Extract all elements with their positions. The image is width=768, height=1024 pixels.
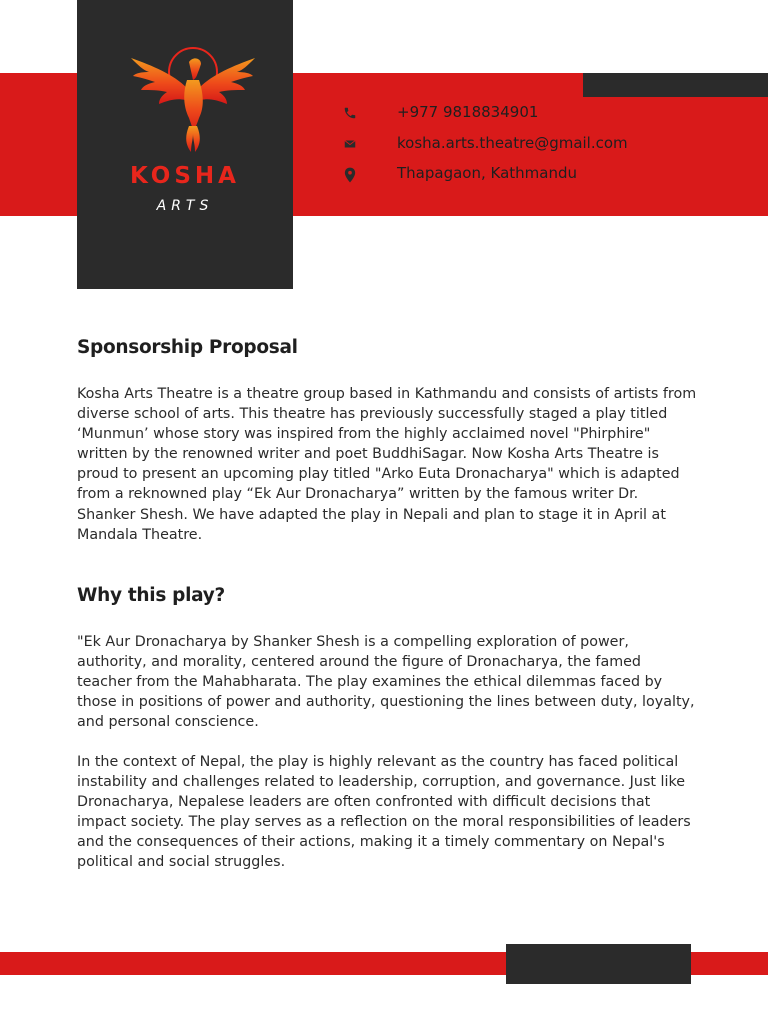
- location-text: Thapagaon, Kathmandu: [397, 164, 577, 182]
- why-heading: Why this play?: [77, 585, 225, 606]
- email-text: kosha.arts.theatre@gmail.com: [397, 133, 628, 152]
- brand-subtitle: ARTS: [156, 198, 214, 214]
- phone-text: +977 9818834901: [397, 103, 539, 121]
- phone-icon: [343, 106, 357, 120]
- why-paragraph-2: In the context of Nepal, the play is highly relevant as the country has faced political instability and challenges related to leadership, corruption, and governance. Just like Dronacharya, Nepalese leaders are often confronted with difficult decisions that impact society. The play serves as a reflection on the moral responsibilities of leaders and the consequences of their actions, making it a timely commentary on Nepal's political and social struggles.: [77, 754, 691, 871]
- header-dark-tab: [583, 73, 768, 97]
- phoenix-logo-icon: [127, 44, 259, 156]
- location-pin-icon: [343, 167, 357, 183]
- proposal-heading: Sponsorship Proposal: [77, 337, 298, 358]
- footer-dark-block: [506, 944, 691, 984]
- logo-panel: [77, 0, 293, 289]
- brand-name: KOSHA: [130, 163, 240, 189]
- why-paragraph-1: "Ek Aur Dronacharya by Shanker Shesh is a compelling exploration of power, authority, and morality, centered around the figure of Dronacharya, the famed teacher from the Mahabharata. The play examines the ethical dilemmas faced by those in positions of power and authority, questioning the lines between duty, loyalty, and personal conscience.: [77, 634, 695, 731]
- email-icon: [343, 137, 357, 151]
- proposal-paragraph: Kosha Arts Theatre is a theatre group based in Kathmandu and consists of artists from diverse school of arts. This theatre has previously successfully staged a play titled ‘Munmun’ whose story was inspired from the highly acclaimed novel "Phirphire" written by the renowned writer and poet BuddhiSagar. Now Kosha Arts Theatre is proud to present an upcoming play titled "Arko Euta Dronacharya" which is adapted from a reknowned play “Ek Aur Dronacharya” written by the famous writer Dr. Shanker Shesh. We have adapted the play in Nepali and plan to stage it in April at Mandala Theatre.: [77, 386, 697, 543]
